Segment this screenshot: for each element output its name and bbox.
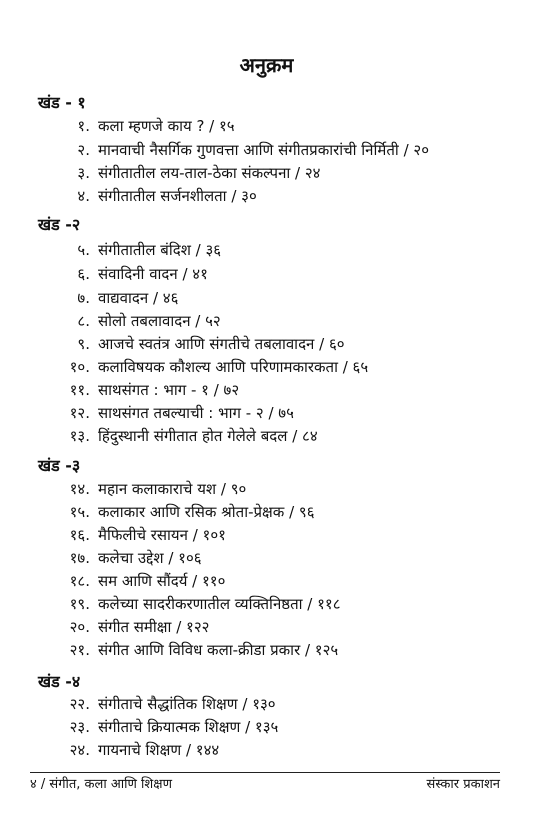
entry-text: गायनाचे शिक्षण / १४४ [98,741,220,759]
entry-number: १९. [69,595,90,613]
toc-entry [58,403,518,423]
entry-number: ७. [77,289,90,307]
entry-text: कलेचा उद्देश / १०६ [98,549,202,567]
entry-text: संगीत समीक्षा / १२२ [98,618,210,636]
entry-number: १०. [69,358,90,376]
entry-number: ९. [77,335,90,353]
footer-page-info: ४ / संगीत, कला आणि शिक्षण [30,777,172,792]
entry-text: सोलो तबलावादन / ५२ [98,312,221,330]
entry-text: वाद्यवादन / ४६ [98,289,179,307]
entry-text: कलेच्या सादरीकरणातील व्यक्तिनिष्ठता / ११८ [98,595,341,613]
entry-text: कलाकार आणि रसिक श्रोता-प्रेक्षक / ९६ [98,503,315,521]
section-heading-1: खंड - १ [38,93,86,112]
section-heading-2: खंड -२ [38,215,81,234]
entry-number: १७. [69,549,90,567]
entry-number: १४. [69,480,90,498]
entry-number: १५. [69,503,90,521]
toc-entry [58,479,518,499]
entry-text: महान कलाकाराचे यश / ९० [98,480,247,498]
entry-text: कलाविषयक कौशल्य आणि परिणामकारकता / ६५ [98,358,369,376]
entry-number: २४. [69,741,90,759]
toc-entry [58,357,518,377]
section-heading-3: खंड -३ [38,456,81,475]
entry-number: ११. [69,381,90,399]
toc-entry [58,311,518,331]
entry-text: मैफिलीचे रसायन / १०१ [98,526,226,544]
toc-entry [58,525,518,545]
entry-number: १३. [69,427,90,445]
entry-number: २२. [69,695,90,713]
entry-number: २१. [69,641,90,659]
toc-entry [58,240,518,260]
entry-text: संगीताचे क्रियात्मक शिक्षण / १३५ [98,718,279,736]
toc-entry [58,116,518,136]
toc-entry [58,288,518,308]
entry-text: साथसंगत : भाग - १ / ७२ [98,381,240,399]
toc-entry [58,740,518,760]
entry-text: संगीत आणि विविध कला-क्रीडा प्रकार / १२५ [98,641,339,659]
toc-entry [58,717,518,737]
entry-text: सम आणि सौंदर्य / ११० [98,572,226,590]
entry-number: १८. [69,572,90,590]
toc-entry [58,694,518,714]
entry-number: १६. [69,526,90,544]
toc-entry [58,426,518,446]
entry-number: १. [77,117,90,135]
toc-entry [58,640,518,660]
entry-text: कला म्हणजे काय ? / १५ [98,117,235,135]
entry-number: ६. [77,265,90,283]
toc-entry [58,264,518,284]
entry-number: २०. [69,618,90,636]
entry-number: ८. [77,312,90,330]
footer-publisher: संस्कार प्रकाशन [426,777,500,792]
toc-entry [58,548,518,568]
toc-entry [58,380,518,400]
entry-text: संगीतातील बंदिश / ३६ [98,241,222,259]
entry-text: संगीतातील लय-ताल-ठेका संकल्पना / २४ [98,164,321,182]
entry-number: २. [77,141,90,159]
toc-entry [58,334,518,354]
page-title: अनुक्रम [239,53,294,77]
entry-text: संगीतातील सर्जनशीलता / ३० [98,187,257,205]
toc-entry [58,594,518,614]
toc-entry [58,186,518,206]
entry-text: आजचे स्वतंत्र आणि संगतीचे तबलावादन / ६० [98,335,345,353]
entry-number: ३. [77,164,90,182]
toc-entry [58,571,518,591]
entry-text: संवादिनी वादन / ४१ [98,265,208,283]
toc-entry [58,140,518,160]
toc-entry [58,617,518,637]
entry-number: ४. [77,187,90,205]
entry-number: १२. [69,404,90,422]
entry-text: साथसंगत तबल्याची : भाग - २ / ७५ [98,404,294,422]
footer-divider [30,772,500,773]
toc-entry [58,502,518,522]
toc-entry [58,163,518,183]
entry-text: हिंदुस्थानी संगीतात होत गेलेले बदल / ८४ [98,427,318,445]
entry-number: २३. [69,718,90,736]
entry-text: मानवाची नैसर्गिक गुणवत्ता आणि संगीतप्रकारांची निर्मिती / २० [98,141,429,159]
entry-number: ५. [77,241,90,259]
entry-text: संगीताचे सैद्धांतिक शिक्षण / १३० [98,695,276,713]
section-heading-4: खंड -४ [38,672,81,691]
